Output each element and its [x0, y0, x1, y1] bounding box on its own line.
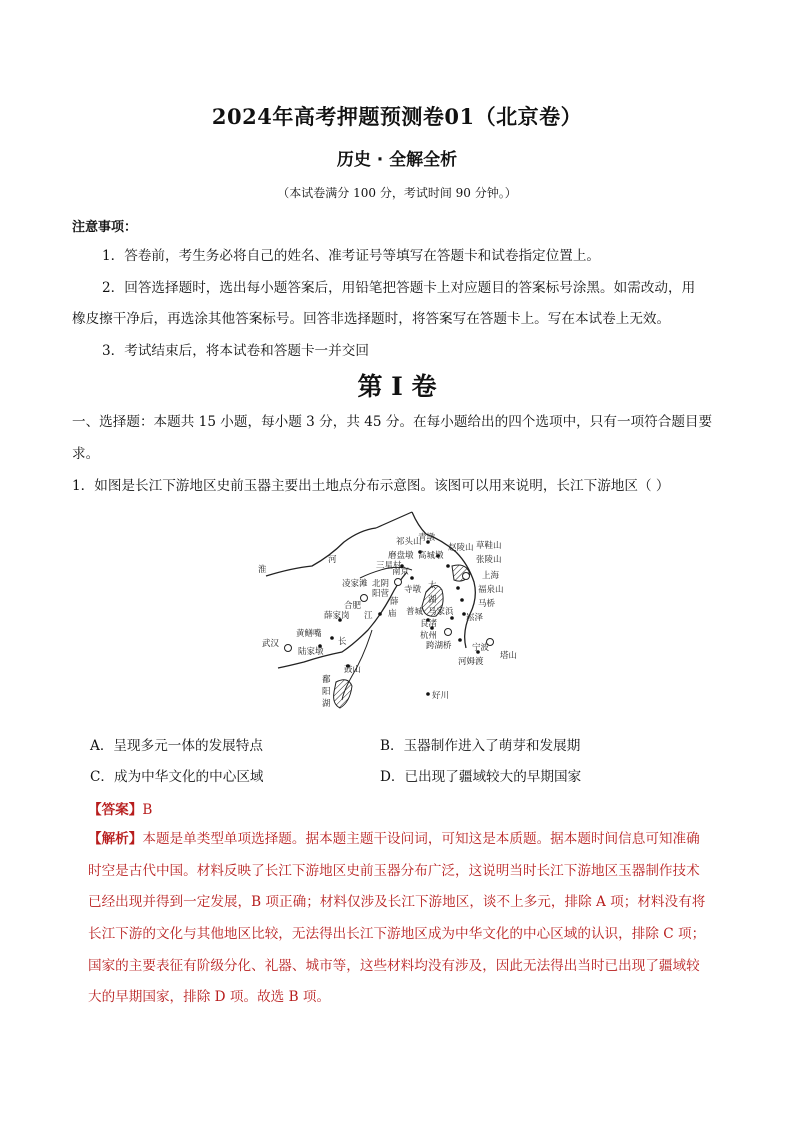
label-maqiao: 马桥 — [478, 599, 496, 609]
label-yangying: 阳营 — [372, 589, 390, 599]
label-caoxieshan: 草鞋山 — [476, 541, 502, 551]
notice-item-2: 2．回答选择题时，选出每小题答案后，用铅笔把答题卡上对应题目的答案标号涂黑。如需改动，用 — [102, 280, 696, 296]
label-haochuan: 好川 — [432, 691, 450, 701]
label-sidun: 寺墩 — [404, 585, 422, 595]
label-fuquanshan: 福泉山 — [478, 585, 504, 595]
label-huangmeitan: 黄鳝嘴 — [296, 629, 322, 639]
option-c: C．成为中华文化的中心区域 — [90, 769, 264, 785]
volume-heading: 第 I 卷 — [357, 372, 437, 401]
label-beiyin: 北阴 — [372, 579, 390, 589]
label-xuejiagang: 薛家岗 — [324, 611, 350, 621]
option-a: A．呈现多元一体的发展特点 — [90, 738, 263, 754]
label-nanjing: 南京 — [392, 567, 410, 577]
label-yanzhe: 崧泽 — [466, 613, 484, 623]
label-hemudu: 河姆渡 — [458, 657, 484, 667]
hefei-marker — [361, 595, 368, 602]
page-title: 2024年高考押题预测卷01（北京卷） — [211, 104, 583, 129]
wuhan-marker — [285, 645, 292, 652]
option-d: D．已出现了疆域较大的早期国家 — [380, 769, 582, 785]
label-liangzhu: 良渚 — [420, 619, 438, 629]
label-weixiang: 普城 — [406, 607, 424, 617]
analysis-text-1: 本题是单类型单项选择题。据本题主题干设问词，可知这是本质题。据本题时间信息可知准确 — [142, 831, 700, 847]
label-qitoushan: 祁头山 — [396, 537, 422, 547]
label-shanghai: 上海 — [482, 571, 500, 581]
analysis-line-1 — [88, 829, 728, 849]
notice-heading: 注意事项： — [72, 220, 138, 235]
nanjing-marker — [395, 579, 402, 586]
analysis-line-5: 国家的主要表征有阶级分化、礼器、城市等，这些材料均没有涉及，因此无法得出当时已出现了疆域较 — [88, 958, 700, 974]
label-hu: 湖 — [428, 595, 437, 605]
label-hu2: 湖 — [322, 699, 331, 709]
hangzhou-marker — [445, 629, 452, 636]
label-tashan: 塔山 — [500, 651, 518, 661]
north-coast — [376, 512, 412, 528]
label-ningbo: 宁波 — [472, 643, 490, 653]
label-guishan: 鼓山 — [344, 665, 362, 675]
analysis-line-4: 长江下游的文化与其他地区比较，无法得出长江下游地区成为中华文化的中心区域的认识，排除 C 项； — [88, 926, 706, 942]
label-majiabang: 马家浜 — [428, 607, 454, 617]
label-tai: 太 — [428, 581, 437, 591]
label-jiang: 江 — [364, 611, 373, 621]
label-lingjiatan: 凌家滩 — [342, 579, 368, 589]
notice-item-1: 1．答卷前，考生务必将自己的姓名、准考证号等填写在答题卡和试卷指定位置上。 — [102, 248, 601, 264]
label-huai: 淮 — [258, 565, 267, 575]
analysis-line-6: 大的早期国家，排除 D 项。故选 B 项。 — [88, 989, 331, 1005]
answer-tag: 【答案】 — [88, 802, 143, 818]
label-po: 鄱 — [322, 675, 331, 685]
option-b: B．玉器制作进入了萌芽和发展期 — [380, 738, 581, 754]
label-he: 河 — [328, 555, 337, 565]
label-zhanglingshan: 张陵山 — [476, 555, 502, 565]
section-instruction: 一、选择题：本题共 15 小题，每小题 3 分，共 45 分。在每小题给出的四个选项中，只有一项符合题目要 — [72, 414, 713, 430]
shanghai-marker — [463, 573, 470, 580]
label-kuahuqiao: 跨湖桥 — [426, 641, 452, 651]
label-moupandun: 磨盘墩 — [388, 551, 414, 561]
section-instruction-cont: 求。 — [72, 446, 100, 462]
label-lujiadun: 陆家墩 — [298, 647, 324, 657]
label-hefei: 合肥 — [344, 601, 362, 611]
notice-item-3: 3．考试结束后，将本试卷和答题卡一并交回 — [102, 343, 369, 359]
analysis-tag: 【解析】 — [88, 831, 143, 847]
jade-sites-map — [252, 506, 544, 718]
question-stem: 1．如图是长江下游地区史前玉器主要出土地点分布示意图。该图可以用来说明，长江下游地区（ ） — [72, 478, 670, 494]
analysis-line-2: 时空是古代中国。材料反映了长江下游地区史前玉器分布广泛，这说明当时长江下游地区玉器制作技术 — [88, 863, 700, 879]
label-qingdun: 青墩 — [418, 533, 436, 543]
notice-item-2-cont: 橡皮擦干净后，再选涂其他答案标号。回答非选择题时，将答案写在答题卡上。写在本试卷上无效。 — [72, 311, 671, 327]
label-wuhan: 武汉 — [262, 639, 280, 649]
label-hangzhou: 杭州 — [420, 631, 438, 641]
answer-value: B — [142, 802, 153, 818]
label-xue: 薛 — [390, 597, 399, 607]
analysis-line-3: 已经出现并得到一定发展，B 项正确；材料仅涉及长江下游地区，谈不上多元，排除 A 项；材料没有将 — [88, 894, 706, 910]
answer-line — [88, 798, 152, 818]
poyang-lake — [334, 680, 352, 708]
label-chang: 长 — [338, 637, 347, 647]
page-subtitle: 历史 · 全解全析 — [336, 150, 458, 170]
label-yang: 阳 — [322, 687, 331, 697]
huai-river — [266, 528, 376, 576]
label-gaochengdun: 高城墩 — [418, 551, 444, 561]
label-miao: 庙 — [388, 609, 397, 619]
exam-note: （本试卷满分 100 分，考试时间 90 分钟。） — [277, 186, 517, 200]
label-zhaolingshan: 赵陵山 — [448, 543, 474, 553]
label-sanxingcun: 三星村 — [376, 561, 402, 571]
